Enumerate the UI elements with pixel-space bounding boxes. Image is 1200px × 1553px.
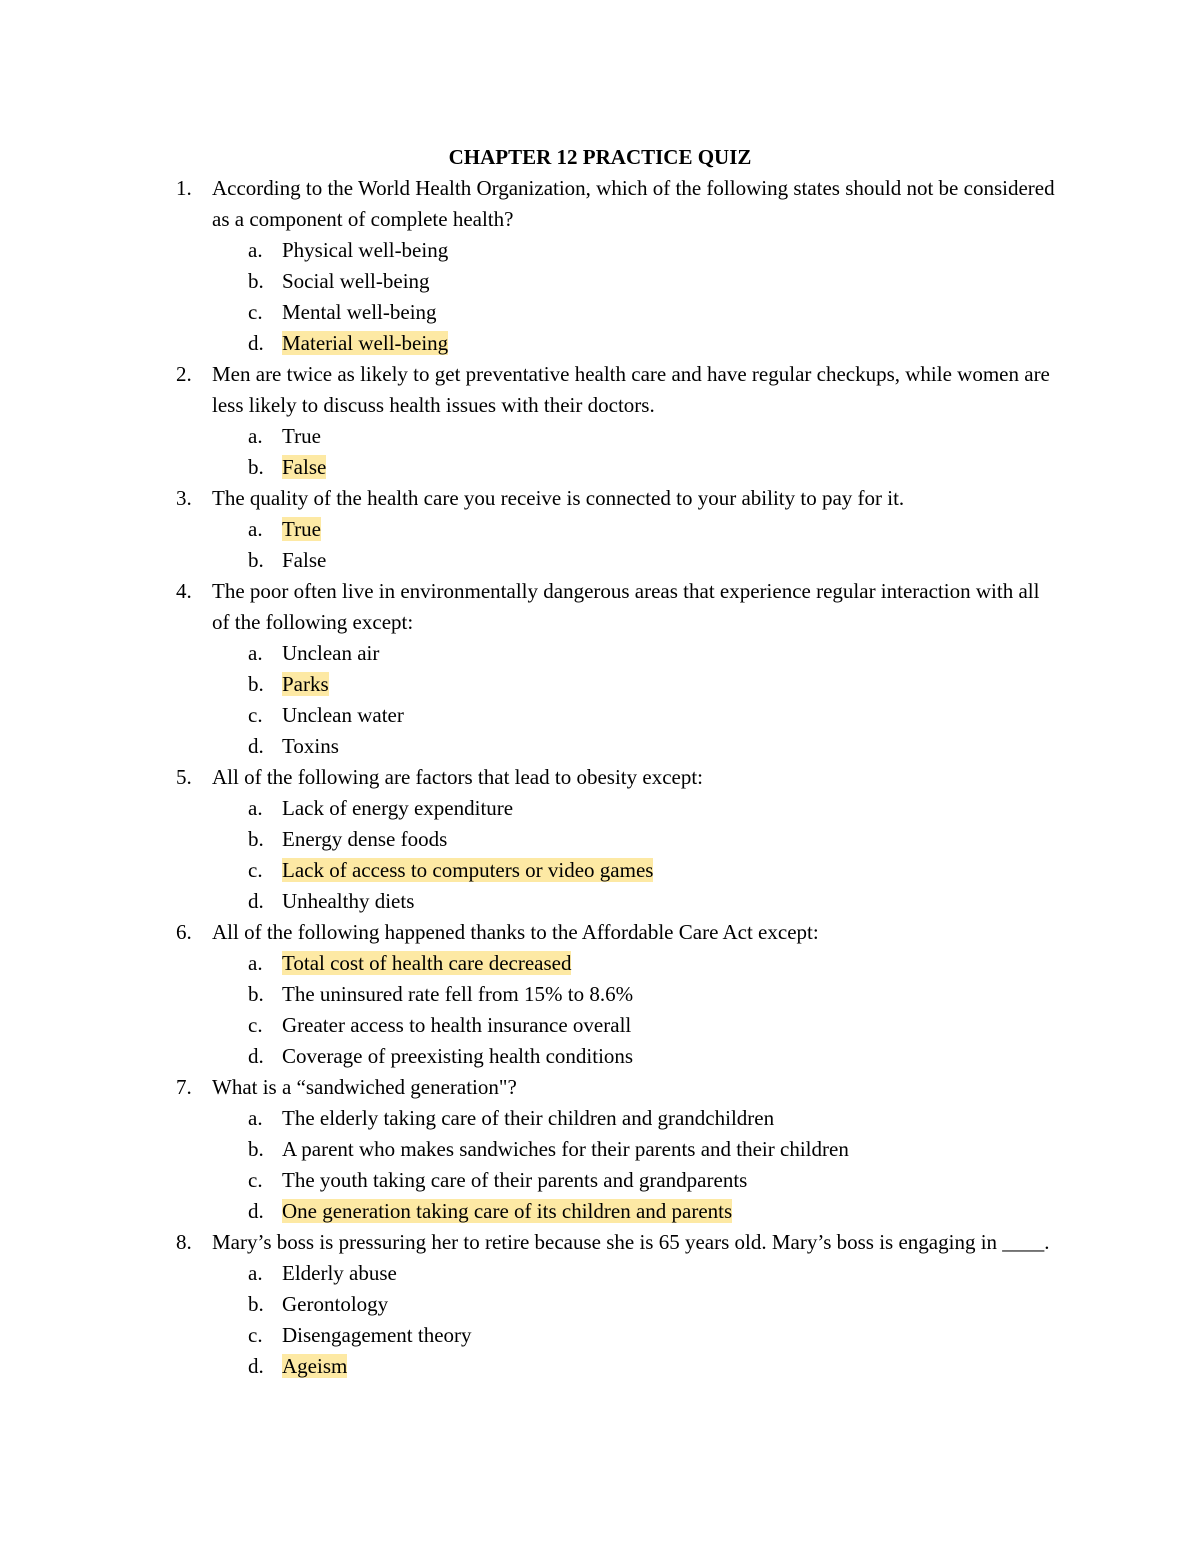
answer-option bbox=[0, 1165, 1200, 1196]
answer-option bbox=[0, 669, 1200, 700]
answer-option bbox=[0, 545, 1200, 576]
option-letter: d. bbox=[248, 889, 264, 913]
option-text: Disengagement theory bbox=[282, 1323, 472, 1347]
answer-option bbox=[0, 886, 1200, 917]
question-text: All of the following happened thanks to the Affordable Care Act except: bbox=[212, 920, 819, 944]
answer-option bbox=[0, 979, 1200, 1010]
question-number: 7. bbox=[176, 1075, 192, 1099]
answer-option bbox=[0, 421, 1200, 452]
answer-option bbox=[0, 793, 1200, 824]
option-letter: c. bbox=[248, 1323, 263, 1347]
option-letter: a. bbox=[248, 238, 263, 262]
option-text: The elderly taking care of their children and grandchildren bbox=[282, 1106, 775, 1130]
option-letter: d. bbox=[248, 734, 264, 758]
option-text: A parent who makes sandwiches for their parents and their children bbox=[282, 1137, 849, 1161]
option-letter: a. bbox=[248, 1261, 263, 1285]
option-letter: c. bbox=[248, 858, 263, 882]
answer-option bbox=[0, 1351, 1200, 1382]
option-letter: d. bbox=[248, 331, 264, 355]
option-text: Gerontology bbox=[282, 1292, 389, 1316]
answer-option bbox=[0, 1320, 1200, 1351]
option-text: True bbox=[282, 424, 321, 448]
correct-answer-highlight: Lack of access to computers or video games bbox=[282, 858, 654, 882]
option-letter: c. bbox=[248, 1013, 263, 1037]
correct-answer-highlight: False bbox=[282, 455, 327, 479]
option-text: Lack of energy expenditure bbox=[282, 796, 514, 820]
option-letter: b. bbox=[248, 455, 264, 479]
answer-option bbox=[0, 1196, 1200, 1227]
option-letter: b. bbox=[248, 672, 264, 696]
correct-answer-highlight: Material well-being bbox=[282, 331, 449, 355]
question-number: 5. bbox=[176, 765, 192, 789]
option-text: Toxins bbox=[282, 734, 339, 758]
question-text: The poor often live in environmentally dangerous areas that experience regular interaction with all of the following except: bbox=[212, 579, 1040, 634]
option-letter: d. bbox=[248, 1199, 264, 1223]
option-letter: a. bbox=[248, 1106, 263, 1130]
option-letter: c. bbox=[248, 703, 263, 727]
question-item bbox=[0, 1227, 1200, 1258]
question-item bbox=[0, 576, 1200, 638]
option-text: Unhealthy diets bbox=[282, 889, 415, 913]
option-letter: d. bbox=[248, 1044, 264, 1068]
option-text: Social well-being bbox=[282, 269, 430, 293]
answer-option bbox=[0, 514, 1200, 545]
answer-option bbox=[0, 855, 1200, 886]
question-number: 1. bbox=[176, 176, 192, 200]
answer-option bbox=[0, 638, 1200, 669]
answer-option bbox=[0, 1103, 1200, 1134]
question-number: 8. bbox=[176, 1230, 192, 1254]
quiz-title: CHAPTER 12 PRACTICE QUIZ bbox=[448, 145, 752, 169]
option-text: Physical well-being bbox=[282, 238, 449, 262]
correct-answer-highlight: Parks bbox=[282, 672, 329, 696]
option-letter: b. bbox=[248, 1292, 264, 1316]
option-text: Energy dense foods bbox=[282, 827, 448, 851]
question-item bbox=[0, 762, 1200, 793]
option-letter: d. bbox=[248, 1354, 264, 1378]
option-text: The youth taking care of their parents and grandparents bbox=[282, 1168, 748, 1192]
answer-option bbox=[0, 235, 1200, 266]
answer-option bbox=[0, 700, 1200, 731]
answer-option bbox=[0, 297, 1200, 328]
option-text: Unclean water bbox=[282, 703, 404, 727]
answer-option bbox=[0, 1041, 1200, 1072]
option-letter: b. bbox=[248, 269, 264, 293]
question-number: 6. bbox=[176, 920, 192, 944]
option-text: Elderly abuse bbox=[282, 1261, 397, 1285]
answer-option bbox=[0, 328, 1200, 359]
question-text: The quality of the health care you receive is connected to your ability to pay for it. bbox=[212, 486, 905, 510]
question-item bbox=[0, 1072, 1200, 1103]
question-text: What is a “sandwiched generation"? bbox=[212, 1075, 517, 1099]
answer-option bbox=[0, 266, 1200, 297]
option-text: Unclean air bbox=[282, 641, 380, 665]
option-letter: b. bbox=[248, 1137, 264, 1161]
option-letter: a. bbox=[248, 951, 263, 975]
question-number: 2. bbox=[176, 362, 192, 386]
question-text: All of the following are factors that lead to obesity except: bbox=[212, 765, 704, 789]
option-letter: a. bbox=[248, 424, 263, 448]
option-letter: b. bbox=[248, 982, 264, 1006]
option-letter: b. bbox=[248, 827, 264, 851]
answer-option bbox=[0, 1134, 1200, 1165]
option-text: Coverage of preexisting health conditions bbox=[282, 1044, 634, 1068]
option-letter: a. bbox=[248, 796, 263, 820]
answer-option bbox=[0, 731, 1200, 762]
correct-answer-highlight: True bbox=[282, 517, 321, 541]
question-item bbox=[0, 173, 1200, 235]
question-text: Men are twice as likely to get preventative health care and have regular checkups, while women are less likely to discuss health issues with their doctors. bbox=[212, 362, 1050, 417]
option-letter: a. bbox=[248, 517, 263, 541]
correct-answer-highlight: Total cost of health care decreased bbox=[282, 951, 572, 975]
question-number: 3. bbox=[176, 486, 192, 510]
option-text: Mental well-being bbox=[282, 300, 437, 324]
option-text: False bbox=[282, 548, 327, 572]
question-item bbox=[0, 359, 1200, 421]
answer-option bbox=[0, 948, 1200, 979]
answer-option bbox=[0, 452, 1200, 483]
correct-answer-highlight: Ageism bbox=[282, 1354, 348, 1378]
option-letter: b. bbox=[248, 548, 264, 572]
answer-option bbox=[0, 824, 1200, 855]
question-number: 4. bbox=[176, 579, 192, 603]
option-text: Greater access to health insurance overall bbox=[282, 1013, 632, 1037]
answer-option bbox=[0, 1289, 1200, 1320]
question-item bbox=[0, 917, 1200, 948]
question-text: According to the World Health Organization, which of the following states should not be considered as a component of complete health? bbox=[212, 176, 1055, 231]
answer-option bbox=[0, 1258, 1200, 1289]
option-text: The uninsured rate fell from 15% to 8.6% bbox=[282, 982, 634, 1006]
question-list bbox=[0, 173, 1200, 1382]
answer-option bbox=[0, 1010, 1200, 1041]
option-letter: a. bbox=[248, 641, 263, 665]
option-letter: c. bbox=[248, 300, 263, 324]
question-item bbox=[0, 483, 1200, 514]
correct-answer-highlight: One generation taking care of its children and parents bbox=[282, 1199, 733, 1223]
option-letter: c. bbox=[248, 1168, 263, 1192]
question-text: Mary’s boss is pressuring her to retire because she is 65 years old. Mary’s boss is engaging in ____. bbox=[212, 1230, 1050, 1254]
